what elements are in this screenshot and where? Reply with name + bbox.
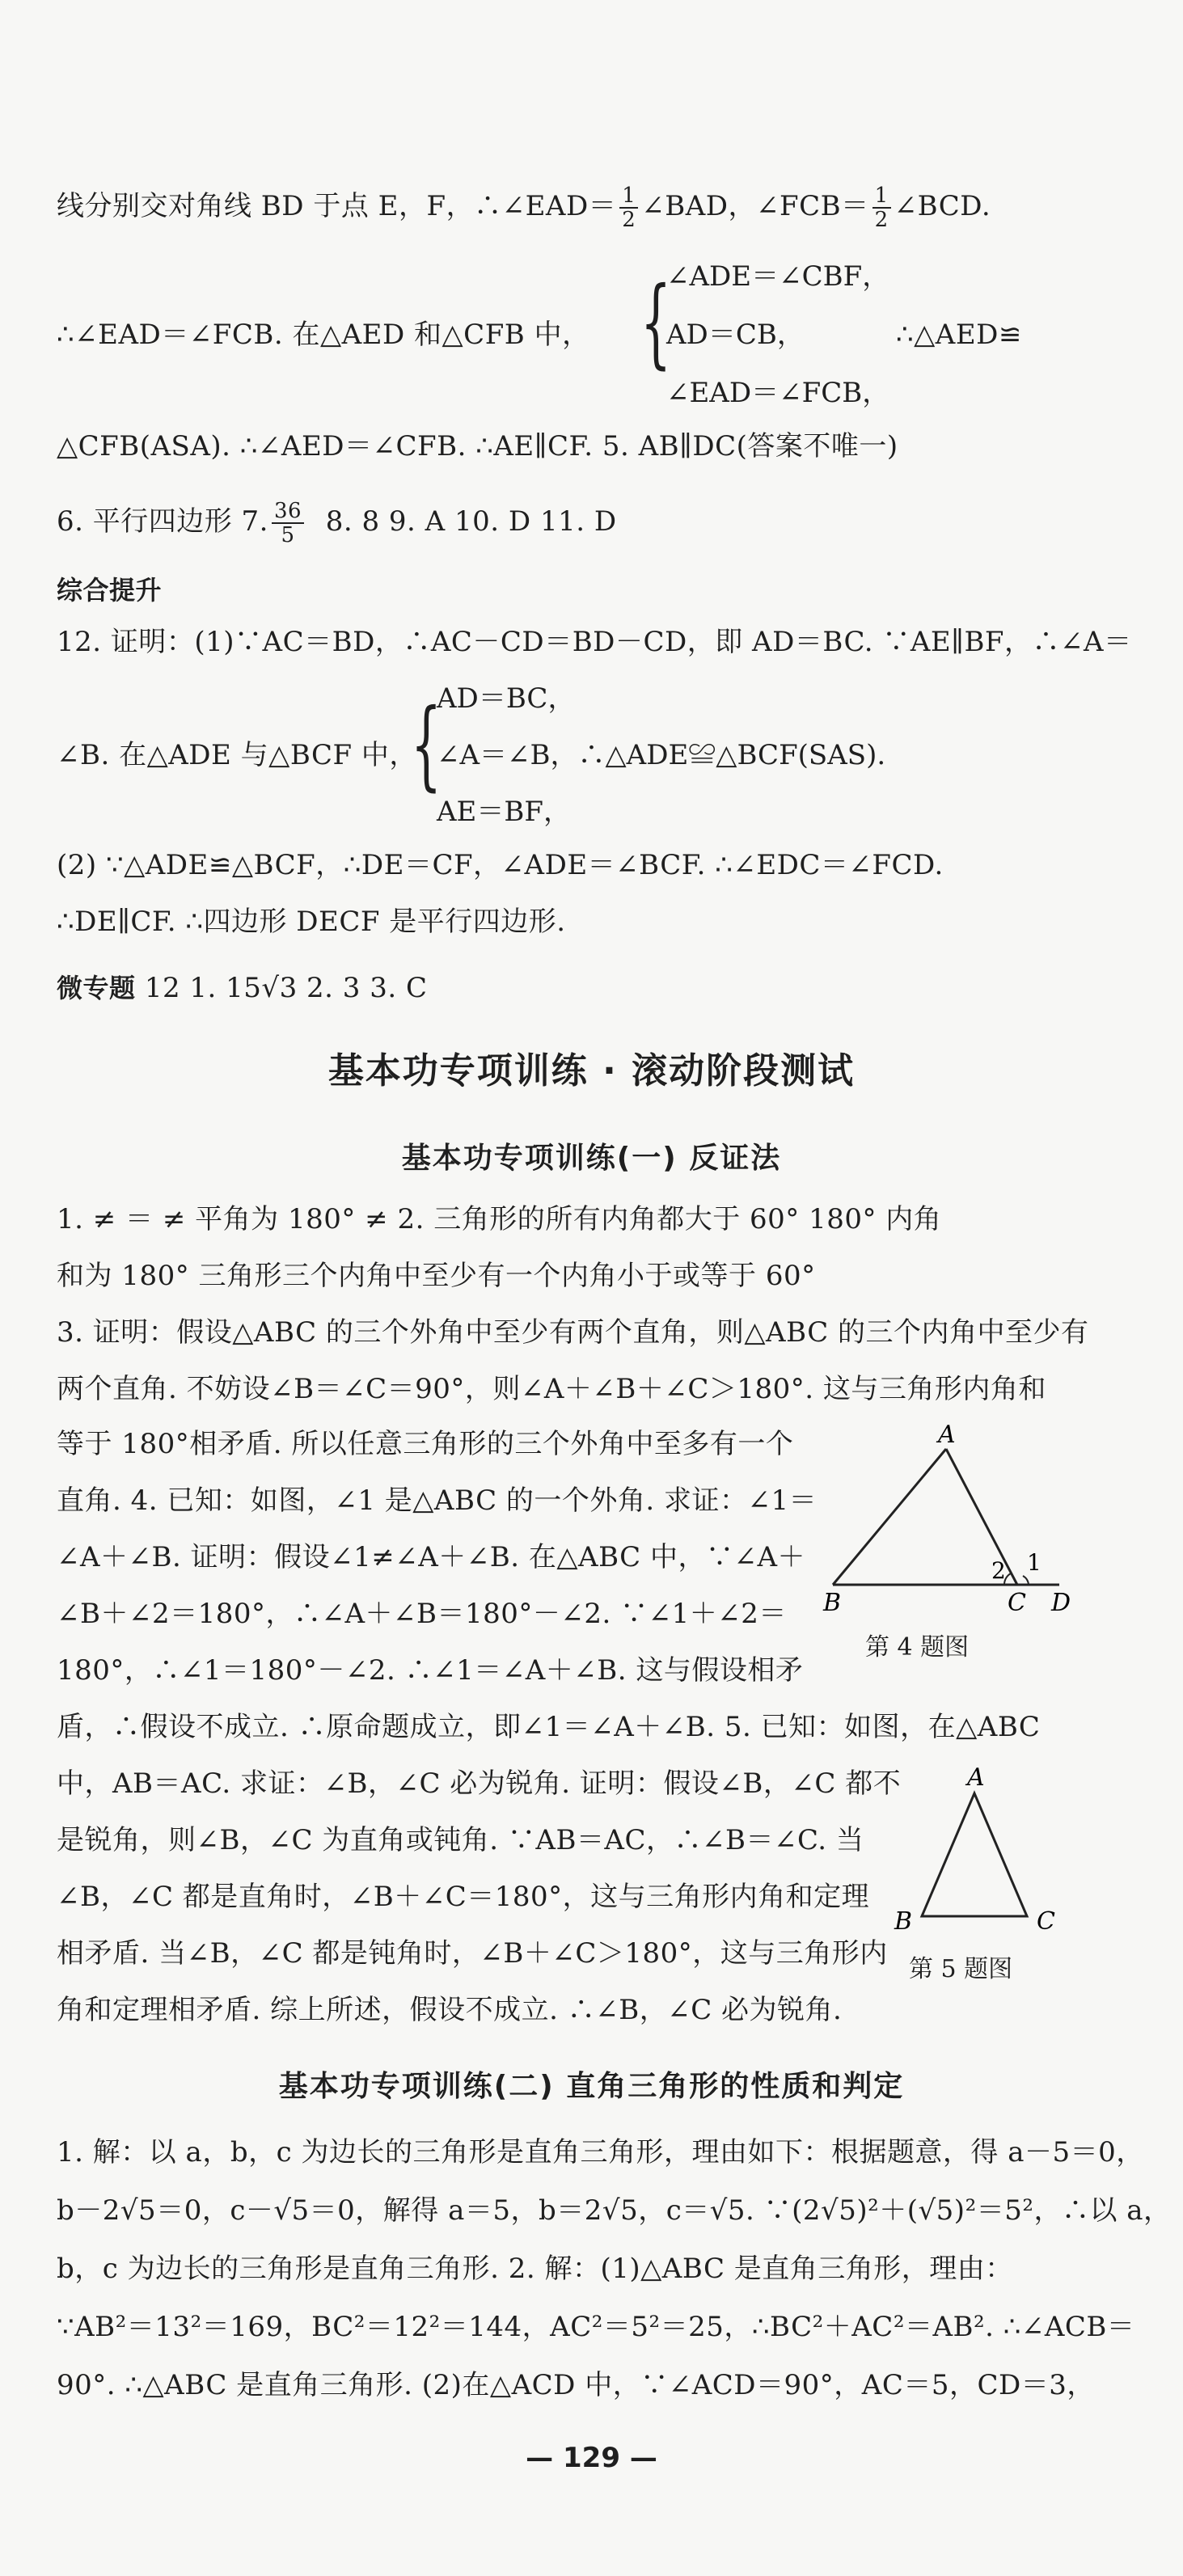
label-d: D xyxy=(1051,1589,1071,1617)
figure-4-caption: 第 4 题图 xyxy=(865,1633,970,1662)
label-b: B xyxy=(823,1589,842,1617)
s1-line: ∠A＋∠B. 证明：假设∠1≠∠A＋∠B. 在△ABC 中，∵∠A＋ xyxy=(57,1541,806,1573)
subheading-micro-topic: 微专题 xyxy=(57,973,136,1003)
side-ac xyxy=(946,1449,1017,1585)
fraction-half: $\frac{1}{2}$ xyxy=(872,184,891,231)
s1-line: 相矛盾. 当∠B，∠C 都是钝角时，∠B＋∠C＞180°，这与三角形内 xyxy=(57,1937,888,1970)
equation-system-1: { ∠ADE＝∠CBF， AD＝CB， ∠EAD＝∠FCB， xyxy=(640,260,890,409)
section-main-title: 基本功专项训练 · 滚动阶段测试 xyxy=(327,1050,856,1092)
s1-line: 两个直角. 不妨设∠B＝∠C＝90°，则∠A＋∠B＋∠C＞180°. 这与三角形内角和 xyxy=(57,1373,1046,1405)
side-ab xyxy=(833,1449,946,1585)
answer-line-9: 微专题 12 1. 15√3 2. 3 3. C xyxy=(57,972,428,1004)
figure-4-diagram xyxy=(817,1421,1075,1617)
label-c: C xyxy=(1008,1589,1026,1617)
s2-line: b，c 为边长的三角形是直角三角形. 2. 解：(1)△ABC 是直角三角形，理由： xyxy=(57,2253,1013,2285)
figure-5-caption: 第 5 题图 xyxy=(909,1955,1013,1983)
text-segment: ∠BAD，∠FCB＝ xyxy=(641,190,869,222)
left-brace-icon: { xyxy=(640,267,672,379)
angle-1-arc xyxy=(1023,1576,1029,1585)
s1-line: 180°，∴∠1＝180°－∠2. ∴∠1＝∠A＋∠B. 这与假设相矛 xyxy=(57,1654,804,1687)
label-a: A xyxy=(938,1421,956,1449)
label-c: C xyxy=(1037,1907,1055,1936)
text-segment: ∠BCD. xyxy=(894,190,991,222)
answer-line-7: (2) ∵△ADE≌△BCF，∴DE＝CF，∠ADE＝∠BCF. ∴∠EDC＝∠FCD. xyxy=(57,849,944,881)
subheading-comprehensive: 综合提升 xyxy=(57,575,163,606)
page-number: — 129 — xyxy=(526,2442,657,2474)
equation-system-2: { AD＝BC， ∠A＝∠B，∴△ADE≌△BCF(SAS). AE＝BF， xyxy=(411,682,886,828)
label-angle-2: 2 xyxy=(991,1557,1006,1584)
s2-line: ∵AB²＝13²＝169，BC²＝12²＝144，AC²＝5²＝25，∴BC²＋AC²＝AB². ∴∠ACB＝ xyxy=(57,2311,1135,2343)
s1-line: 3. 证明：假设△ABC 的三个外角中至少有两个直角，则△ABC 的三个内角中至少有 xyxy=(57,1316,1089,1349)
s2-line: b－2√5＝0，c－√5＝0，解得 a＝5，b＝2√5，c＝√5. ∵(2√5)²＋(√5)²＝5²，∴以 a， xyxy=(57,2194,1172,2227)
answer-line-2-right: ∴△AED≌ xyxy=(896,319,1022,351)
s1-line: 中，AB＝AC. 求证：∠B，∠C 必为锐角. 证明：假设∠B，∠C 都不 xyxy=(57,1767,902,1800)
s1-line: ∠B，∠C 都是直角时，∠B＋∠C＝180°，这与三角形内角和定理 xyxy=(57,1881,870,1913)
fraction-36-5: $\frac{36}{5}$ xyxy=(272,500,304,547)
left-brace-icon: { xyxy=(411,689,442,801)
label-a: A xyxy=(967,1763,985,1792)
label-angle-1: 1 xyxy=(1027,1549,1041,1576)
s2-line: 90°. ∴△ABC 是直角三角形. (2)在△ACD 中，∵∠ACD＝90°，AC＝5，CD＝3， xyxy=(57,2369,1095,2401)
answer-line-4: 6. 平行四边形 7. $\frac{36}{5}$ 8. 8 9. A 10. D 11. D xyxy=(57,499,617,547)
text-segment: 线分别交对角线 BD 于点 E，F，∴∠EAD＝ xyxy=(57,190,617,222)
s1-line: 1. ≠ ＝ ≠ 平角为 180° ≠ 2. 三角形的所有内角都大于 60° 180° 内角 xyxy=(57,1203,942,1235)
answer-line-5: 12. 证明：(1)∵AC＝BD，∴AC－CD＝BD－CD，即 AD＝BC. ∵AE∥BF，∴∠A＝ xyxy=(57,626,1132,658)
s1-line: 盾，∴假设不成立. ∴原命题成立，即∠1＝∠A＋∠B. 5. 已知：如图，在△ABC xyxy=(57,1711,1041,1743)
s1-line: 角和定理相矛盾. 综上所述，假设不成立. ∴∠B，∠C 必为锐角. xyxy=(57,1994,843,2026)
section-1-title: 基本功专项训练(一) 反证法 xyxy=(401,1142,782,1175)
s1-line: 是锐角，则∠B，∠C 为直角或钝角. ∵AB＝AC，∴∠B＝∠C. 当 xyxy=(57,1824,864,1856)
s1-line: 直角. 4. 已知：如图，∠1 是△ABC 的一个外角. 求证：∠1＝ xyxy=(57,1484,818,1517)
figure-4-triangle-exterior-angle xyxy=(817,1421,1075,1617)
section-2-title: 基本功专项训练(二) 直角三角形的性质和判定 xyxy=(278,2070,905,2103)
answer-line-6-left: ∠B. 在△ADE 与△BCF 中， xyxy=(57,739,417,771)
answer-line-2-left: ∴∠EAD＝∠FCB. 在△AED 和△CFB 中， xyxy=(57,319,590,351)
fraction-half: $\frac{1}{2}$ xyxy=(619,184,638,231)
figure-5-diagram xyxy=(889,1763,1067,1949)
s2-line: 1. 解：以 a，b，c 为边长的三角形是直角三角形，理由如下：根据题意，得 a－5＝0， xyxy=(57,2136,1144,2168)
answer-line-8: ∴DE∥CF. ∴四边形 DECF 是平行四边形. xyxy=(57,906,566,938)
answer-line-3: △CFB(ASA). ∴∠AED＝∠CFB. ∴AE∥CF. 5. AB∥DC(答案不唯一) xyxy=(57,430,898,462)
figure-5-isosceles-triangle xyxy=(889,1763,1067,1949)
s1-line: 等于 180°相矛盾. 所以任意三角形的三个外角中至多有一个 xyxy=(57,1428,794,1460)
s1-line: 和为 180° 三角形三个内角中至少有一个内角小于或等于 60° xyxy=(57,1260,816,1292)
answer-line-1 xyxy=(57,184,1126,231)
label-b: B xyxy=(894,1907,913,1936)
s1-line: ∠B＋∠2＝180°，∴∠A＋∠B＝180°－∠2. ∵∠1＋∠2＝ xyxy=(57,1598,787,1630)
triangle-abc xyxy=(922,1793,1027,1916)
